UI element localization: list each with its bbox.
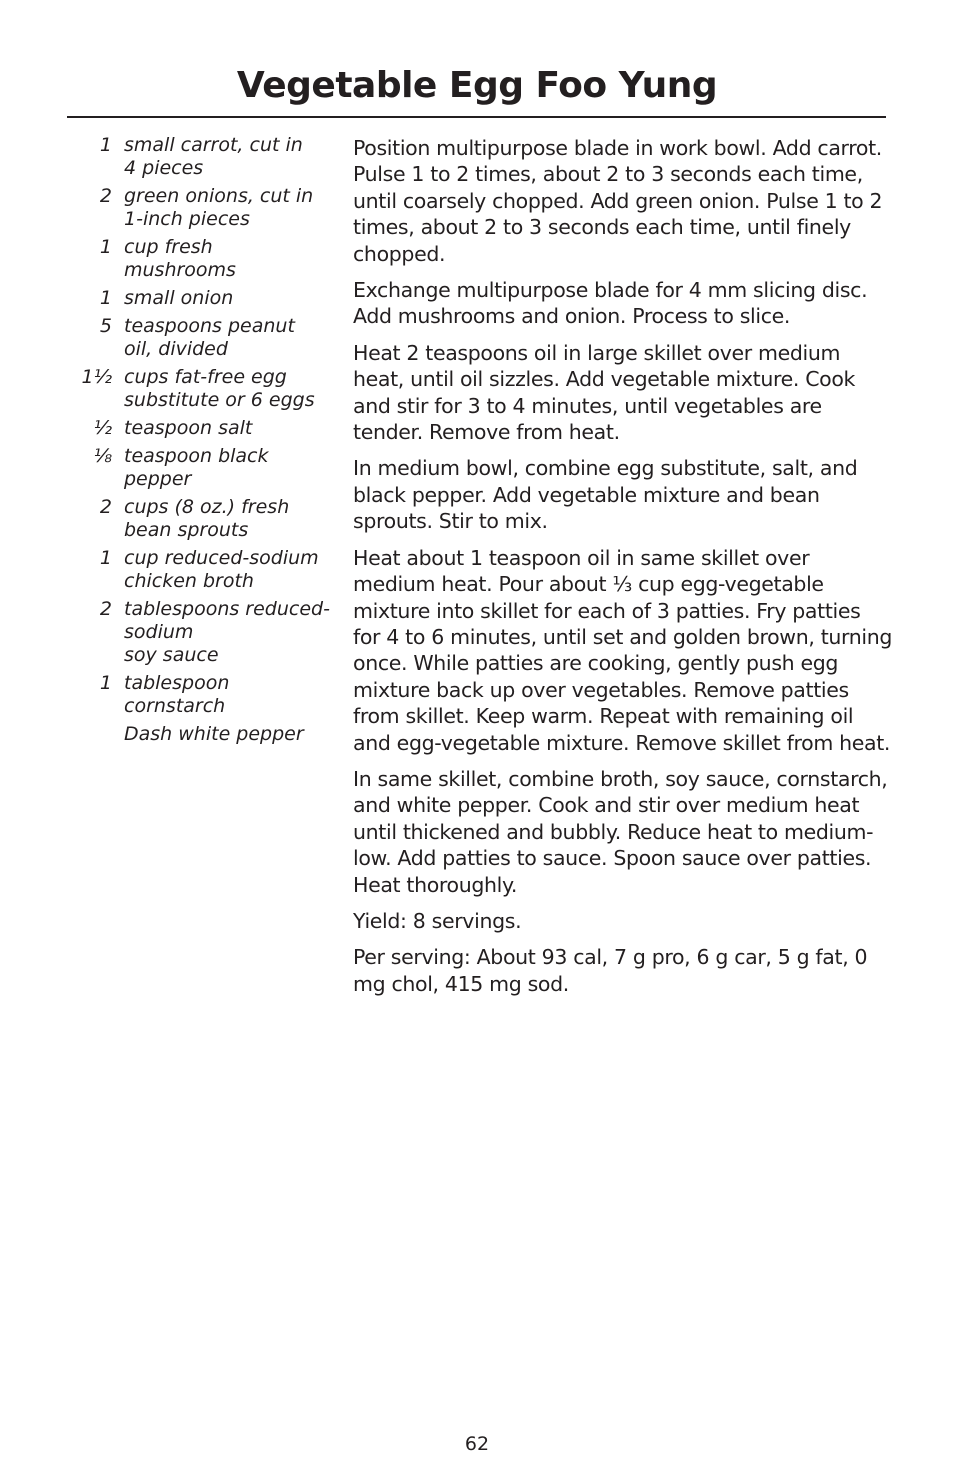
- ingredient-item: [78, 547, 334, 593]
- direction-step: Heat 2 teaspoons oil in large skillet over medium heat, until oil sizzles. Add vegetable mixture. Cook and stir for 3 to 4 minutes, until vegetables are tender. Remove from heat.: [353, 340, 856, 445]
- ingredient-item: [78, 236, 334, 282]
- ingredient-description: teaspoons peanut oil, divided: [124, 315, 295, 360]
- ingredient-quantity: [78, 723, 124, 746]
- ingredient-description: small onion: [124, 287, 234, 309]
- recipe-title: Vegetable Egg Foo Yung: [236, 65, 718, 106]
- ingredient-quantity: 1: [99, 287, 112, 309]
- ingredient-quantity: 1: [99, 547, 112, 569]
- ingredient-item: [78, 315, 334, 361]
- ingredient-item: [78, 185, 334, 231]
- nutrition-text: Per serving: About 93 cal, 7 g pro, 6 g car, 5 g fat, 0 mg chol, 415 mg sod.: [353, 945, 868, 996]
- ingredient-description: teaspoon black pepper: [124, 445, 269, 490]
- direction-step: In same skillet, combine broth, soy sauce, cornstarch, and white pepper. Cook and stir over medium heat until thickened and bubbly. Reduce heat to medium-low. Add patties to sauce. Spoon sauce over patties. Heat thoroughly.: [353, 766, 888, 897]
- ingredient-quantity: 1: [99, 236, 112, 258]
- ingredient-description: cups fat-free egg substitute or 6 eggs: [124, 366, 315, 411]
- ingredient-quantity: ⅛: [93, 445, 112, 467]
- ingredient-item: [78, 134, 334, 180]
- direction-step: Heat about 1 teaspoon oil in same skillet over medium heat. Pour about ⅓ cup egg-vegetable mixture into skillet for each of 3 patties. Fry patties for 4 to 6 minutes, until set and golden brown, turning once. While patties are cooking, gently push egg mixture back up over vegetables. Remove patties from skillet. Keep warm. Repeat with remaining oil and egg-vegetable mixture. Remove skillet from heat.: [353, 545, 893, 755]
- ingredient-quantity: 5: [99, 315, 112, 337]
- ingredient-item: [78, 366, 334, 412]
- ingredient-description: cup fresh mushrooms: [124, 236, 236, 281]
- ingredient-item: [78, 723, 334, 746]
- direction-step: Position multipurpose blade in work bowl. Add carrot. Pulse 1 to 2 times, about 2 to 3 seconds each time, until coarsely chopped. Add green onion. Pulse 1 to 2 times, about 2 to 3 seconds each time, until finely chopped.: [353, 136, 883, 266]
- directions: [353, 135, 893, 1007]
- ingredient-item: [78, 287, 334, 310]
- ingredient-item: [78, 417, 334, 440]
- ingredient-quantity: 1½: [81, 366, 112, 388]
- ingredient-description: Dash white pepper: [124, 723, 304, 745]
- direction-step: In medium bowl, combine egg substitute, salt, and black pepper. Add vegetable mixture and bean sprouts. Stir to mix.: [353, 456, 858, 534]
- yield-text: Yield: 8 servings.: [353, 908, 522, 933]
- ingredient-quantity: 2: [99, 496, 112, 518]
- ingredient-description: cup reduced-sodium chicken broth: [124, 547, 319, 592]
- ingredient-item: [78, 598, 334, 667]
- ingredient-quantity: 2: [99, 598, 112, 620]
- ingredient-description: green onions, cut in 1-inch pieces: [124, 185, 314, 230]
- direction-step: Exchange multipurpose blade for 4 mm slicing disc. Add mushrooms and onion. Process to slice.: [353, 278, 868, 329]
- ingredient-description: small carrot, cut in 4 pieces: [124, 134, 303, 179]
- ingredient-item: [78, 445, 334, 491]
- ingredient-quantity: 1: [99, 672, 112, 694]
- ingredient-description: tablespoon cornstarch: [124, 672, 230, 717]
- ingredient-description: teaspoon salt: [124, 417, 253, 439]
- page-number: 62: [464, 1433, 490, 1455]
- ingredient-description: tablespoons reduced- sodium soy sauce: [124, 598, 330, 666]
- ingredient-quantity: ½: [93, 417, 112, 439]
- ingredient-item: [78, 496, 334, 542]
- ingredient-description: cups (8 oz.) fresh bean sprouts: [124, 496, 290, 541]
- ingredient-quantity: 2: [99, 185, 112, 207]
- title-divider: [67, 116, 886, 118]
- ingredient-item: [78, 672, 334, 718]
- ingredient-list: [78, 134, 334, 751]
- ingredient-quantity: 1: [99, 134, 112, 156]
